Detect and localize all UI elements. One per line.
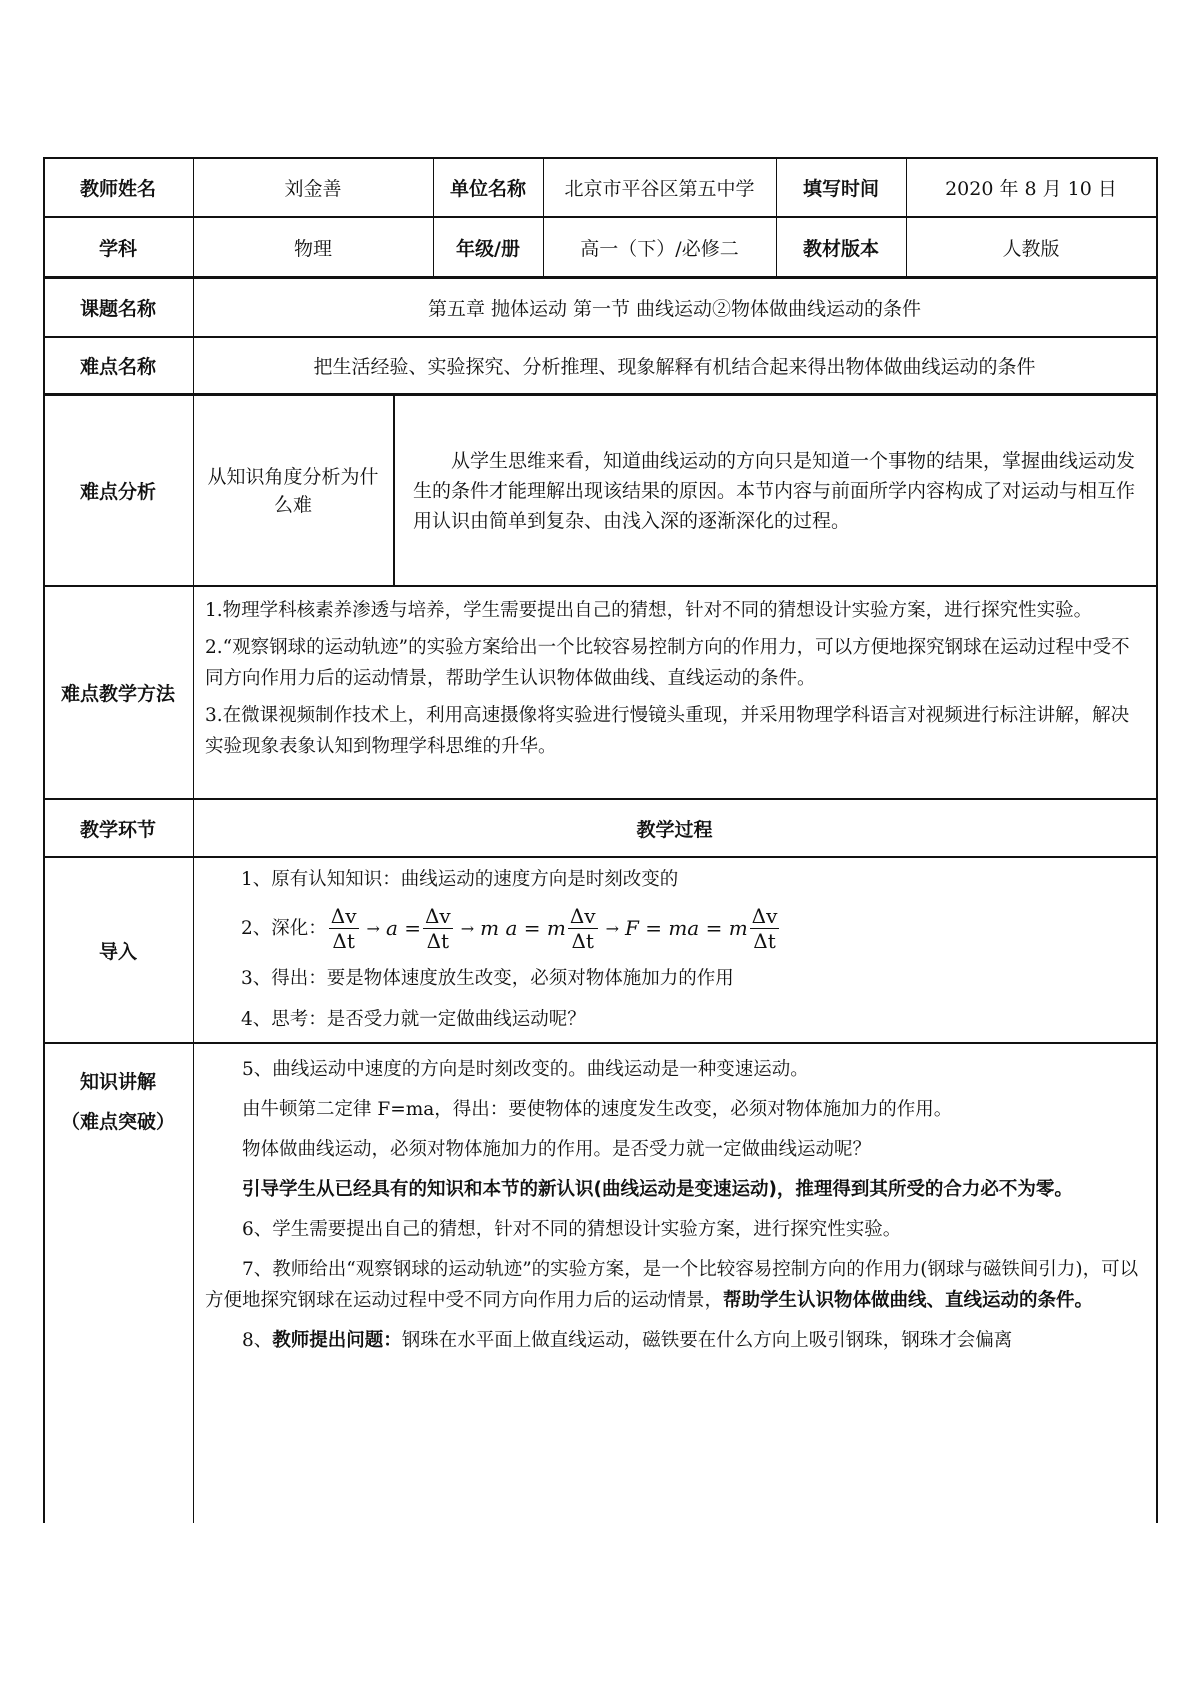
knowledge-p3: 物体做曲线运动，必须对物体施加力的作用。是否受力就一定做曲线运动呢？ [242,1139,872,1160]
row-intro [43,856,1156,1042]
knowledge-p2: 由牛顿第二定律 F=ma，得出：要使物体的速度发生改变，必须对物体施加力的作用。 [242,1099,953,1120]
intro-label: 导入 [98,940,137,963]
unit-name: 北京市平谷区第五中学 [564,178,755,200]
grade-value: 高一（下）/必修二 [580,237,739,260]
row-teacher [43,157,1156,216]
process-label: 教学过程 [636,818,713,841]
row-method [43,585,1156,798]
difficulty-value: 把生活经验、实验探究、分析推理、现象解释有机结合起来得出物体做曲线运动的条件 [313,356,1036,378]
row-process-header [43,798,1156,856]
knowledge-sub-label: （难点突破） [60,1111,175,1133]
fraction-dv-dt: $\frac{\Delta v}{\Delta t}$ [330,903,357,953]
topic-label: 课题名称 [79,298,156,320]
subject-label: 学科 [98,237,137,260]
method-label: 难点教学方法 [60,683,175,705]
knowledge-p1: 5、曲线运动中速度的方向是时刻改变的。曲线运动是一种变速运动。 [242,1059,809,1080]
intro-line-1: 1、原有认知知识：曲线运动的速度方向是时刻改变的 [241,869,679,890]
method-item-2: 2.“观察钢球的运动轨迹”的实验方案给出一个比较容易控制方向的作用力，可以方便地探究钢球在运动过程中受不同方向作用力后的运动情景，帮助学生认识物体做曲线、直线运动的条件。 [205,637,1130,689]
teacher-label: 教师姓名 [79,178,156,200]
edition-value: 人教版 [1002,237,1060,260]
knowledge-p5: 6、学生需要提出自己的猜想，针对不同的猜想设计实验方案，进行探究性实验。 [242,1219,902,1240]
grade-label: 年级/册 [456,237,520,260]
topic-value: 第五章 抛体运动 第一节 曲线运动②物体做曲线运动的条件 [427,298,922,320]
row-difficulty [43,336,1156,393]
unit-label: 单位名称 [449,178,526,200]
row-topic [43,276,1156,336]
difficulty-label: 难点名称 [79,356,156,378]
row-analysis [43,393,1156,585]
row-knowledge [43,1042,1156,1523]
analysis-label: 难点分析 [79,481,156,503]
intro-line-2-prefix: 2、深化： [241,917,327,939]
subject-value: 物理 [293,237,332,260]
edition-label: 教材版本 [802,237,879,260]
method-item-3: 3.在微课视频制作技术上，利用高速摄像将实验进行慢镜头重现，并采用物理学科语言对视频进行标注讲解，解决实验现象表象认知到物理学科思维的升华。 [205,705,1130,757]
teacher-name: 刘金善 [284,178,342,200]
date-value: 2020 年 8 月 10 日 [945,178,1117,200]
method-item-1: 1.物理学科核素养渗透与培养，学生需要提出自己的猜想，针对不同的猜想设计实验方案，进行探究性实验。 [205,600,1093,621]
knowledge-label: 知识讲解 [79,1071,156,1093]
date-label: 填写时间 [802,178,879,200]
process-stage-label: 教学环节 [79,818,156,841]
row-subject [43,216,1156,276]
knowledge-p6: 7、教师给出“观察钢球的运动轨迹”的实验方案，是一个比较容易控制方向的作用力(钢球与磁铁间引力)，可以方便地探究钢球在运动过程中受不同方向作用力后的运动情景，帮助学生认识物体做曲线、直线运动的条件。 [205,1259,1139,1311]
intro-line-4: 4、思考：是否受力就一定做曲线运动呢？ [241,1009,586,1030]
knowledge-p4-bold: 引导学生从已经具有的知识和本节的新认识(曲线运动是变速运动)，推理得到其所受的合力必不为零。 [242,1179,1073,1200]
knowledge-p7: 8、教师提出问题：钢珠在水平面上做直线运动，磁铁要在什么方向上吸引钢珠，钢珠才会偏离 [242,1330,1013,1351]
intro-line-2: 2、深化： $\frac{\Delta v}{\Delta t}$ → a = $\frac{\Delta v}{\Delta t}$ → m a = m $\frac{\Delta v}{\Delta t}$ → F = ma = m $\frac{\Delta v}{\Delta t}$ [241,903,778,953]
analysis-text: 从学生思维来看，知道曲线运动的方向只是知道一个事物的结果，掌握曲线运动发生的条件才能理解出现该结果的原因。本节内容与前面所学内容构成了对运动与相互作用认识由简单到复杂、由浅入深的逐渐深化的过程。 [413,449,1136,532]
intro-line-3: 3、得出：要是物体速度放生改变，必须对物体施加力的作用 [241,968,734,989]
analysis-sub-label: 从知识角度分析为什么难 [207,465,379,516]
